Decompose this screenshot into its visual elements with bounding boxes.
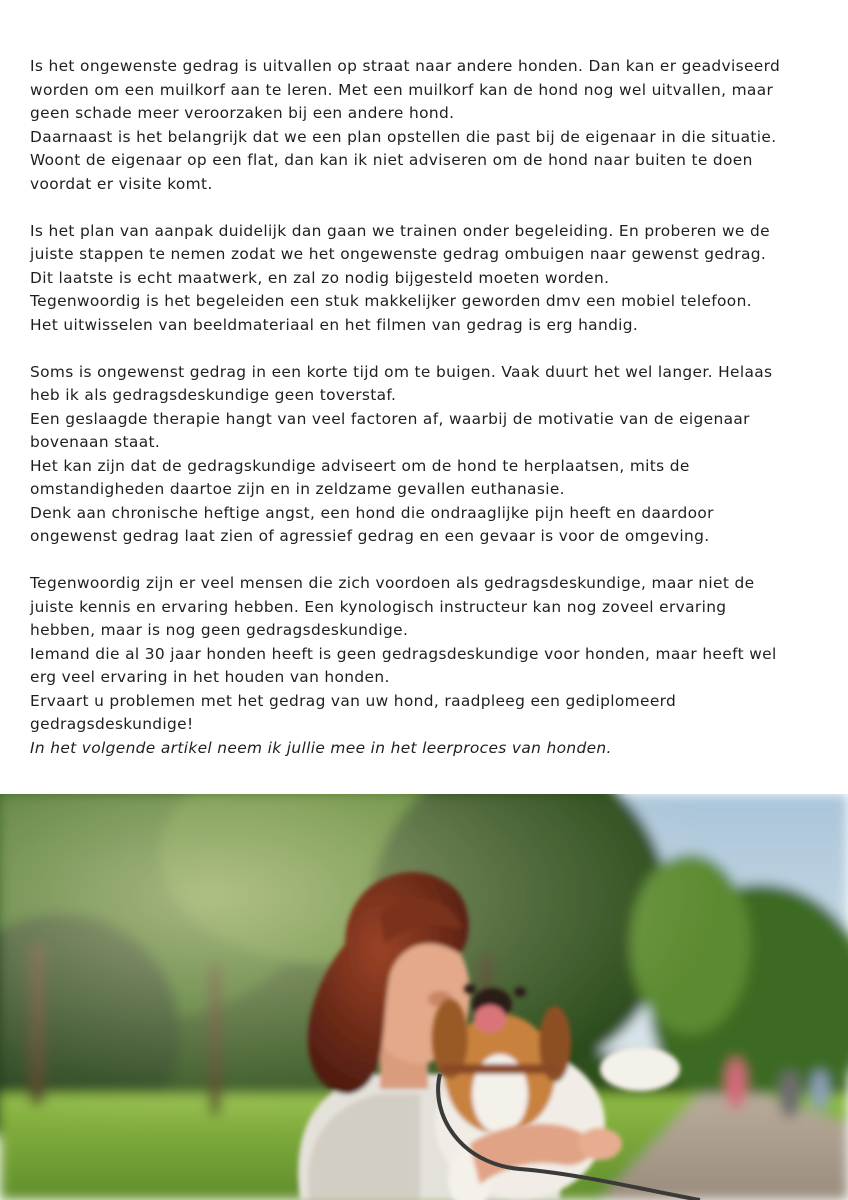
paragraph-muzzle-advice: [30, 55, 820, 196]
text-line: Soms is ongewenst gedrag in een korte tijd om te buigen. Vaak duurt het wel langer. Helaas: [30, 362, 773, 381]
text-line: Iemand die al 30 jaar honden heeft is geen gedragsdeskundige voor honden, maar heeft wel: [30, 644, 777, 663]
text-line: Is het ongewenste gedrag is uitvallen op straat naar andere honden. Dan kan er geadviseerd: [30, 57, 781, 75]
text-line: Het kan zijn dat de gedragskundige adviseert om de hond te herplaatsen, mits de: [30, 456, 690, 475]
photo-illustration: [0, 794, 848, 1200]
text-line: Tegenwoordig zijn er veel mensen die zich voordoen als gedragsdeskundige, maar niet de: [30, 574, 755, 592]
text-line: juiste kennis en ervaring hebben. Een kynologisch instructeur kan nog zoveel ervaring: [30, 597, 727, 616]
text-line: Dit laatste is echt maatwerk, en zal zo nodig bijgesteld moeten worden.: [30, 268, 610, 287]
next-article-teaser: In het volgende artikel neem ik jullie mee in het leerproces van honden.: [30, 738, 612, 757]
paragraph-therapy-outcome: [30, 361, 820, 549]
text-line: geen schade meer veroorzaken bij een andere hond.: [30, 104, 455, 122]
text-line: Een geslaagde therapie hangt van veel factoren af, waarbij de motivatie van de eigenaar: [30, 409, 750, 428]
paragraph-qualified-expert: [30, 572, 820, 760]
woman-with-beagle-photo: [0, 794, 848, 1200]
text-line: heb ik als gedragsdeskundige geen toverstaf.: [30, 386, 397, 404]
text-line: Daarnaast is het belangrijk dat we een plan opstellen die past bij de eigenaar in die situatie.: [30, 127, 777, 146]
text-line: erg veel ervaring in het houden van honden.: [30, 668, 390, 686]
text-line: Ervaart u problemen met het gedrag van uw hond, raadpleeg een gediplomeerd: [30, 691, 677, 710]
text-line: juiste stappen te nemen zodat we het ongewenste gedrag ombuigen naar gewenst gedrag.: [30, 245, 767, 263]
text-line: ongewenst gedrag laat zien of agressief gedrag en een gevaar is voor de omgeving.: [30, 527, 710, 545]
text-line: Denk aan chronische heftige angst, een hond die ondraaglijke pijn heeft en daardoor: [30, 503, 714, 522]
paragraph-training-plan: [30, 220, 820, 338]
text-line: bovenaan staat.: [30, 433, 161, 451]
text-line: Het uitwisselen van beeldmateriaal en het filmen van gedrag is erg handig.: [30, 315, 639, 334]
article-body: [30, 55, 820, 784]
text-line: gedragsdeskundige!: [30, 715, 194, 733]
text-line: Is het plan van aanpak duidelijk dan gaan we trainen onder begeleiding. En proberen we de: [30, 221, 770, 240]
text-line: hebben, maar is nog geen gedragsdeskundige.: [30, 621, 409, 639]
text-line: omstandigheden daartoe zijn en in zeldzame gevallen euthanasie.: [30, 480, 565, 498]
text-line: voordat er visite komt.: [30, 174, 213, 193]
text-line: worden om een muilkorf aan te leren. Met een muilkorf kan de hond nog wel uitvallen, maar: [30, 80, 774, 99]
text-line: Tegenwoordig is het begeleiden een stuk makkelijker geworden dmv een mobiel telefoon.: [30, 292, 752, 310]
text-line: Woont de eigenaar op een flat, dan kan ik niet adviseren om de hond naar buiten te doen: [30, 151, 753, 169]
